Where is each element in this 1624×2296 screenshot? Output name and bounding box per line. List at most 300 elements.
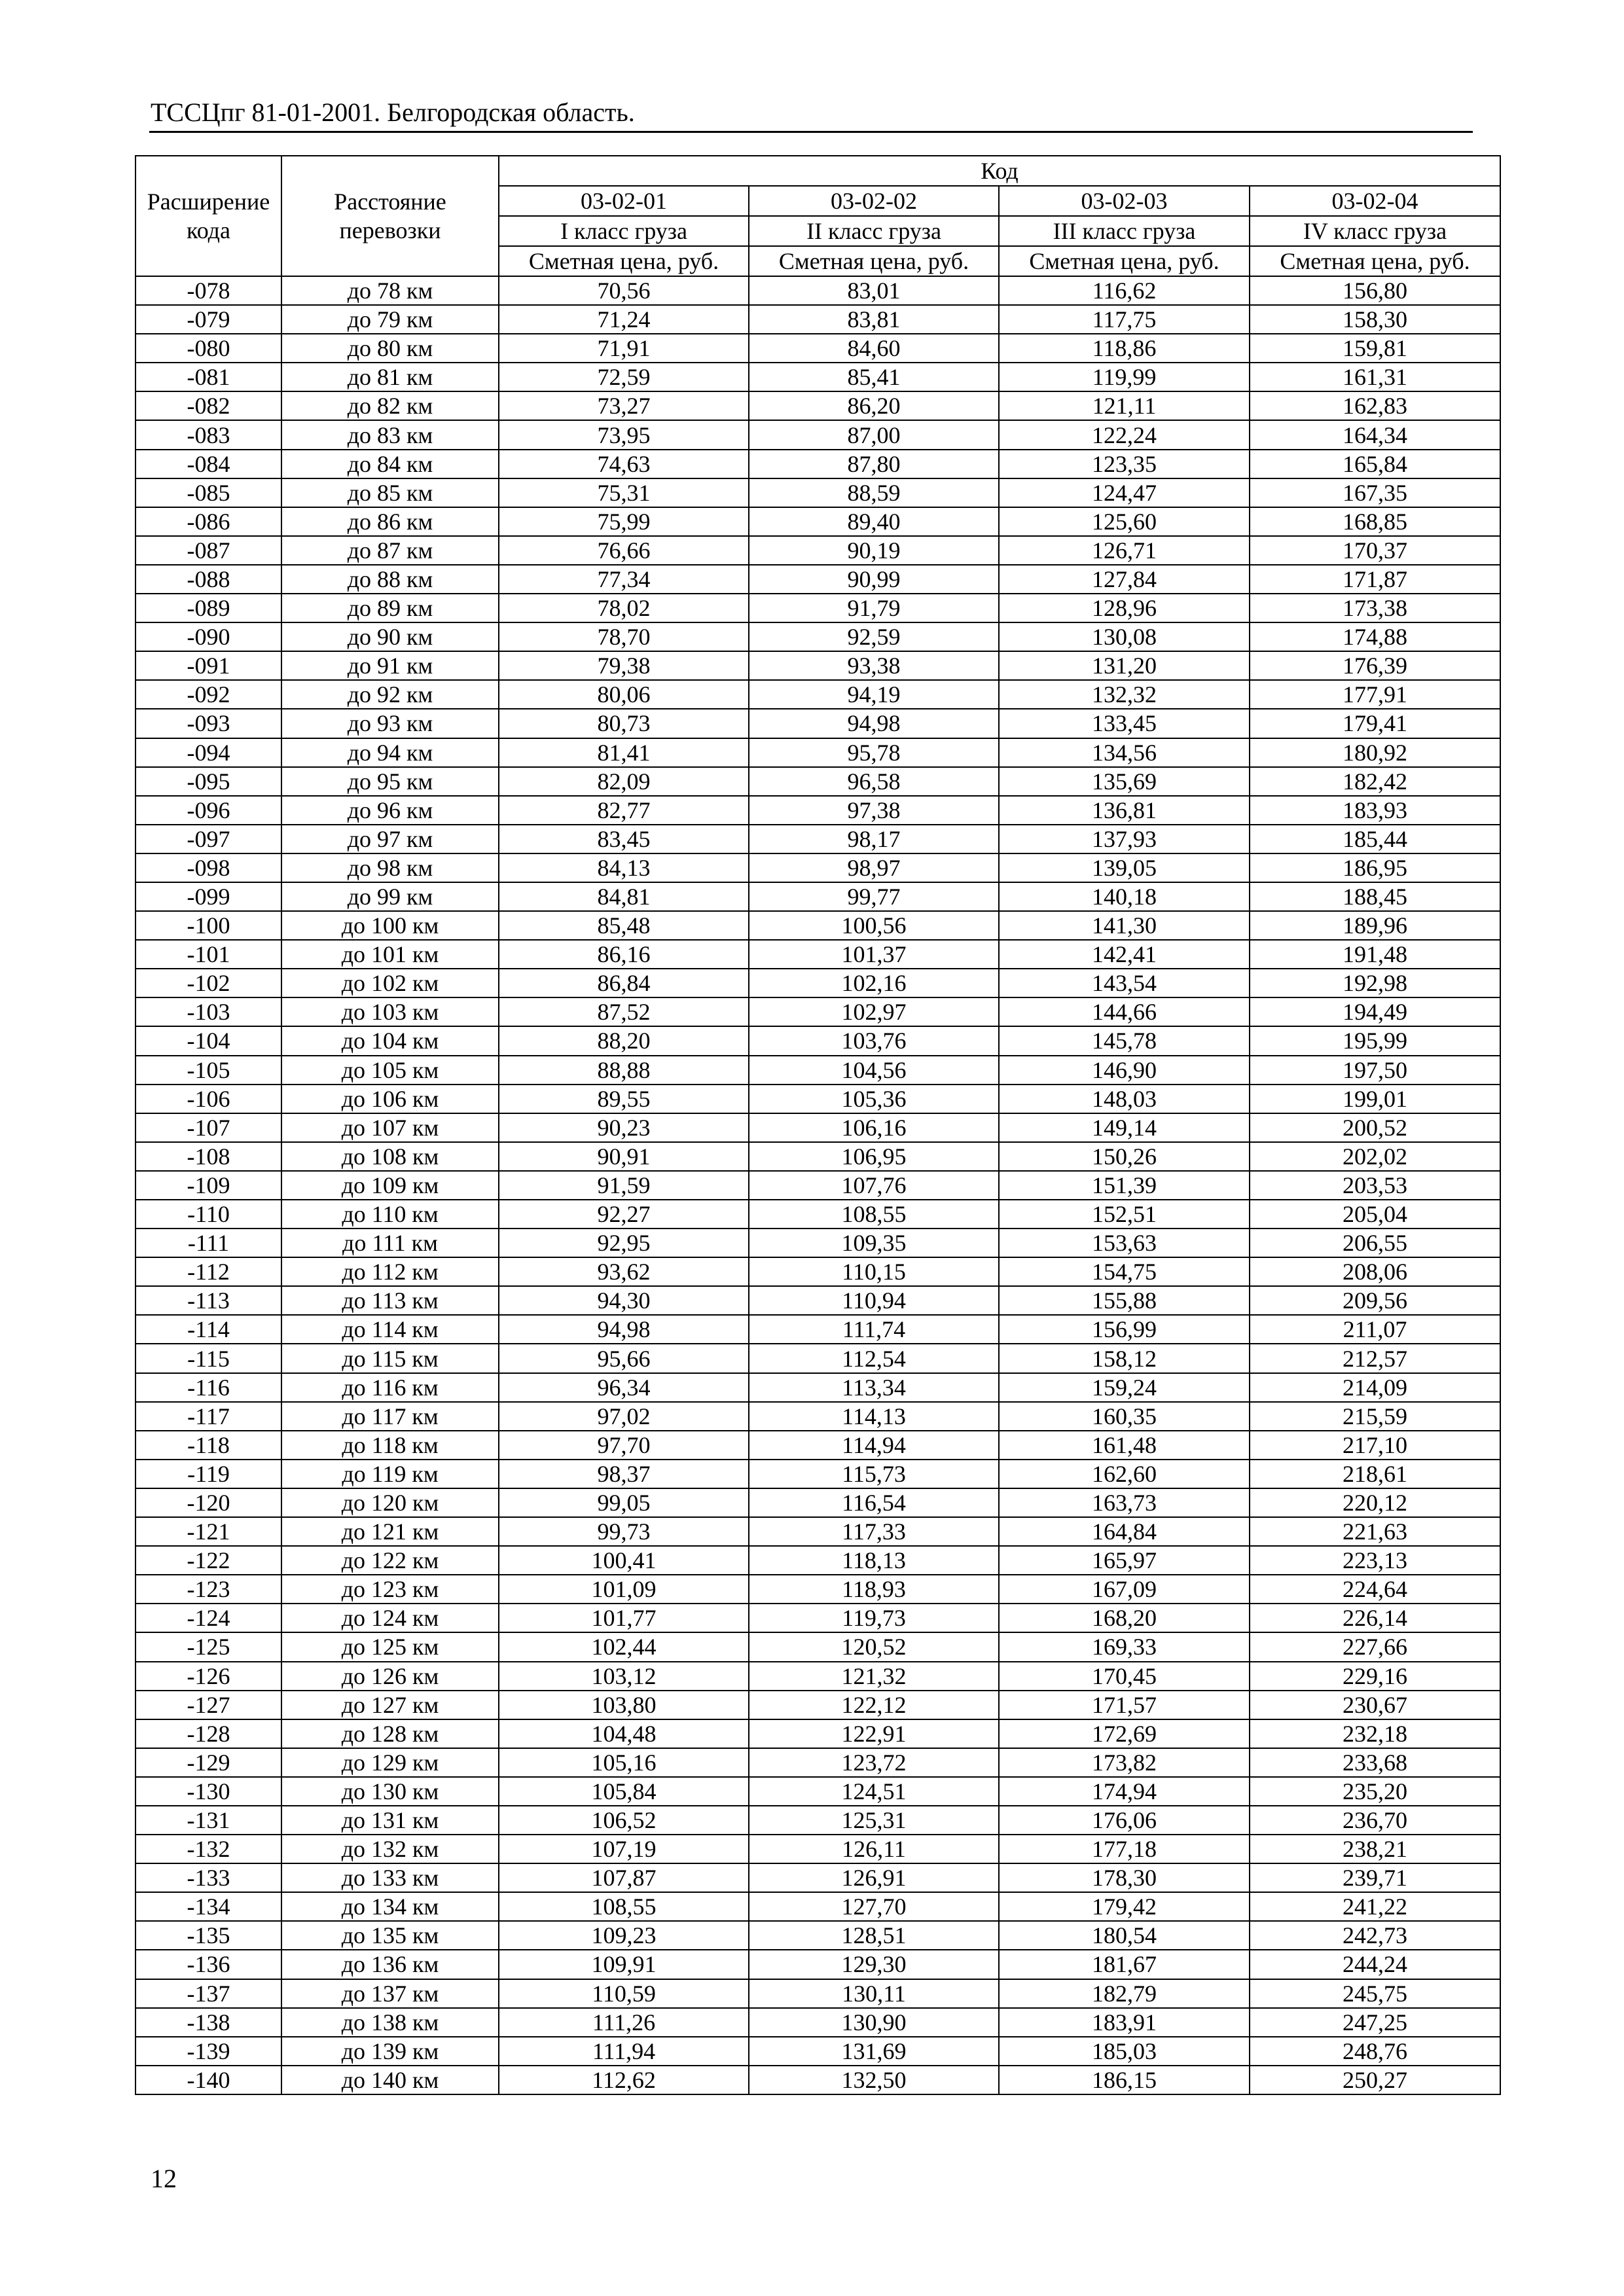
- table-row: [135, 1806, 1500, 1835]
- distance-cell: до 83 км: [281, 420, 499, 449]
- table-row: [135, 276, 1500, 305]
- price-class-3-cell: 153,63: [999, 1229, 1250, 1257]
- price-class-4-cell: 176,39: [1250, 651, 1500, 680]
- price-class-3-cell: 122,24: [999, 420, 1250, 449]
- price-class-2-cell: 127,70: [749, 1892, 999, 1921]
- price-class-4-cell: 212,57: [1250, 1344, 1500, 1372]
- price-class-1-cell: 89,55: [499, 1085, 749, 1113]
- price-class-3-cell: 171,57: [999, 1691, 1250, 1719]
- distance-cell: до 100 км: [281, 911, 499, 940]
- price-class-1-cell: 82,77: [499, 796, 749, 825]
- price-class-2-cell: 92,59: [749, 622, 999, 651]
- price-class-4-cell: 159,81: [1250, 334, 1500, 363]
- price-class-4-cell: 211,07: [1250, 1315, 1500, 1344]
- table-row: [135, 940, 1500, 969]
- page-header: ТССЦпг 81-01-2001. Белгородская область.: [151, 98, 635, 127]
- price-class-3-cell: 132,32: [999, 680, 1250, 709]
- table-row: [135, 1835, 1500, 1863]
- price-class-4-cell: 167,35: [1250, 478, 1500, 507]
- price-class-3-cell: 165,97: [999, 1546, 1250, 1575]
- code-extension-cell: -125: [135, 1632, 281, 1661]
- price-class-4-cell: 192,98: [1250, 969, 1500, 997]
- code-extension-cell: -122: [135, 1546, 281, 1575]
- price-class-3-cell: 160,35: [999, 1402, 1250, 1431]
- price-class-2-cell: 114,13: [749, 1402, 999, 1431]
- price-class-3-cell: 159,24: [999, 1373, 1250, 1402]
- code-extension-cell: -104: [135, 1026, 281, 1055]
- price-class-2-cell: 102,16: [749, 969, 999, 997]
- distance-cell: до 126 км: [281, 1662, 499, 1691]
- distance-cell: до 89 км: [281, 594, 499, 622]
- table-row: [135, 1142, 1500, 1171]
- table-row: [135, 796, 1500, 825]
- price-class-4-cell: 232,18: [1250, 1719, 1500, 1748]
- price-class-4-cell: 199,01: [1250, 1085, 1500, 1113]
- price-class-4-cell: 229,16: [1250, 1662, 1500, 1691]
- distance-cell: до 81 км: [281, 363, 499, 391]
- price-class-4-cell: 248,76: [1250, 2037, 1500, 2066]
- price-class-4-cell: 177,91: [1250, 680, 1500, 709]
- table-row: [135, 1488, 1500, 1517]
- price-class-4-cell: 230,67: [1250, 1691, 1500, 1719]
- price-class-2-cell: 120,52: [749, 1632, 999, 1661]
- price-class-1-cell: 102,44: [499, 1632, 749, 1661]
- table-row: [135, 594, 1500, 622]
- price-class-3-cell: 161,48: [999, 1431, 1250, 1460]
- price-class-4-cell: 182,42: [1250, 767, 1500, 796]
- cargo-class-header: IV класс груза: [1250, 216, 1500, 246]
- price-class-4-cell: 164,34: [1250, 420, 1500, 449]
- price-class-3-cell: 143,54: [999, 969, 1250, 997]
- distance-cell: до 103 км: [281, 997, 499, 1026]
- price-class-1-cell: 85,48: [499, 911, 749, 940]
- price-class-3-cell: 173,82: [999, 1748, 1250, 1777]
- distance-cell: до 134 км: [281, 1892, 499, 1921]
- price-class-1-cell: 101,09: [499, 1575, 749, 1604]
- table-row: [135, 1517, 1500, 1546]
- distance-cell: до 114 км: [281, 1315, 499, 1344]
- code-extension-cell: -079: [135, 305, 281, 334]
- code-extension-cell: -137: [135, 1979, 281, 2008]
- distance-cell: до 102 км: [281, 969, 499, 997]
- code-extension-cell: -135: [135, 1921, 281, 1950]
- price-class-4-cell: 171,87: [1250, 565, 1500, 594]
- code-extension-cell: -081: [135, 363, 281, 391]
- table-row: [135, 997, 1500, 1026]
- code-extension-cell: -111: [135, 1229, 281, 1257]
- table-row: [135, 1200, 1500, 1229]
- code-extension-cell: -114: [135, 1315, 281, 1344]
- code-extension-cell: -092: [135, 680, 281, 709]
- price-class-2-cell: 126,11: [749, 1835, 999, 1863]
- distance-cell: до 121 км: [281, 1517, 499, 1546]
- price-class-1-cell: 74,63: [499, 450, 749, 478]
- price-class-2-cell: 93,38: [749, 651, 999, 680]
- price-class-4-cell: 168,85: [1250, 507, 1500, 536]
- price-class-4-cell: 236,70: [1250, 1806, 1500, 1835]
- table-row: [135, 1373, 1500, 1402]
- price-class-3-cell: 163,73: [999, 1488, 1250, 1517]
- code-extension-cell: -119: [135, 1460, 281, 1488]
- price-class-4-cell: 180,92: [1250, 738, 1500, 767]
- distance-cell: до 108 км: [281, 1142, 499, 1171]
- price-class-3-cell: 176,06: [999, 1806, 1250, 1835]
- code-extension-cell: -085: [135, 478, 281, 507]
- code-extension-cell: -082: [135, 391, 281, 420]
- cargo-class-header: I класс груза: [499, 216, 749, 246]
- price-class-2-cell: 89,40: [749, 507, 999, 536]
- price-unit-header: Сметная цена, руб.: [499, 246, 749, 276]
- price-class-2-cell: 88,59: [749, 478, 999, 507]
- price-class-1-cell: 84,13: [499, 853, 749, 882]
- code-extension-cell: -100: [135, 911, 281, 940]
- price-class-3-cell: 130,08: [999, 622, 1250, 651]
- table-body: [135, 276, 1500, 2094]
- price-class-2-cell: 99,77: [749, 882, 999, 911]
- price-class-3-cell: 126,71: [999, 536, 1250, 565]
- price-class-4-cell: 195,99: [1250, 1026, 1500, 1055]
- price-class-2-cell: 100,56: [749, 911, 999, 940]
- price-class-4-cell: 238,21: [1250, 1835, 1500, 1863]
- price-class-1-cell: 88,20: [499, 1026, 749, 1055]
- price-class-2-cell: 107,76: [749, 1171, 999, 1200]
- code-extension-cell: -093: [135, 709, 281, 738]
- price-class-4-cell: 197,50: [1250, 1056, 1500, 1085]
- distance-cell: до 132 км: [281, 1835, 499, 1863]
- price-class-1-cell: 92,27: [499, 1200, 749, 1229]
- price-class-3-cell: 134,56: [999, 738, 1250, 767]
- price-class-3-cell: 127,84: [999, 565, 1250, 594]
- price-class-2-cell: 128,51: [749, 1921, 999, 1950]
- distance-cell: до 78 км: [281, 276, 499, 305]
- table-row: [135, 1431, 1500, 1460]
- distance-cell: до 87 км: [281, 536, 499, 565]
- price-class-1-cell: 87,52: [499, 997, 749, 1026]
- price-class-3-cell: 144,66: [999, 997, 1250, 1026]
- price-class-3-cell: 182,79: [999, 1979, 1250, 2008]
- price-class-1-cell: 95,66: [499, 1344, 749, 1372]
- code-extension-cell: -105: [135, 1056, 281, 1085]
- price-class-1-cell: 76,66: [499, 536, 749, 565]
- price-class-3-cell: 140,18: [999, 882, 1250, 911]
- price-class-1-cell: 99,05: [499, 1488, 749, 1517]
- price-class-1-cell: 82,09: [499, 767, 749, 796]
- price-class-2-cell: 108,55: [749, 1200, 999, 1229]
- price-class-4-cell: 186,95: [1250, 853, 1500, 882]
- table-row: [135, 1950, 1500, 1979]
- price-class-2-cell: 126,91: [749, 1863, 999, 1892]
- price-class-3-cell: 131,20: [999, 651, 1250, 680]
- table-row: [135, 680, 1500, 709]
- table-row: [135, 1662, 1500, 1691]
- price-class-3-cell: 125,60: [999, 507, 1250, 536]
- distance-cell: до 95 км: [281, 767, 499, 796]
- table-row: [135, 709, 1500, 738]
- distance-cell: до 124 км: [281, 1604, 499, 1632]
- code-extension-cell: -140: [135, 2066, 281, 2094]
- code-extension-cell: -118: [135, 1431, 281, 1460]
- price-class-1-cell: 78,02: [499, 594, 749, 622]
- price-class-4-cell: 208,06: [1250, 1257, 1500, 1286]
- distance-cell: до 131 км: [281, 1806, 499, 1835]
- price-class-2-cell: 106,16: [749, 1113, 999, 1142]
- code-extension-cell: -126: [135, 1662, 281, 1691]
- distance-cell: до 138 км: [281, 2008, 499, 2037]
- distance-cell: до 98 км: [281, 853, 499, 882]
- price-class-1-cell: 112,62: [499, 2066, 749, 2094]
- price-class-3-cell: 155,88: [999, 1286, 1250, 1315]
- price-class-1-cell: 77,34: [499, 565, 749, 594]
- code-extension-cell: -108: [135, 1142, 281, 1171]
- table-row: [135, 1777, 1500, 1806]
- price-class-3-cell: 121,11: [999, 391, 1250, 420]
- code-extension-cell: -091: [135, 651, 281, 680]
- price-class-2-cell: 122,12: [749, 1691, 999, 1719]
- code-extension-cell: -083: [135, 420, 281, 449]
- distance-cell: до 123 км: [281, 1575, 499, 1604]
- price-class-3-cell: 136,81: [999, 796, 1250, 825]
- price-class-1-cell: 90,23: [499, 1113, 749, 1142]
- distance-cell: до 101 км: [281, 940, 499, 969]
- table-row: [135, 1546, 1500, 1575]
- distance-cell: до 80 км: [281, 334, 499, 363]
- price-class-1-cell: 70,56: [499, 276, 749, 305]
- price-class-1-cell: 75,31: [499, 478, 749, 507]
- cargo-class-header: II класс груза: [749, 216, 999, 246]
- price-class-3-cell: 178,30: [999, 1863, 1250, 1892]
- code-header: 03-02-03: [999, 186, 1250, 216]
- price-class-4-cell: 183,93: [1250, 796, 1500, 825]
- price-class-2-cell: 87,80: [749, 450, 999, 478]
- code-extension-cell: -136: [135, 1950, 281, 1979]
- price-class-4-cell: 174,88: [1250, 622, 1500, 651]
- table-row: [135, 969, 1500, 997]
- code-extension-cell: -087: [135, 536, 281, 565]
- price-class-2-cell: 106,95: [749, 1142, 999, 1171]
- header-rule: [149, 131, 1473, 133]
- price-class-1-cell: 88,88: [499, 1056, 749, 1085]
- table-row: [135, 738, 1500, 767]
- price-class-3-cell: 169,33: [999, 1632, 1250, 1661]
- price-class-1-cell: 75,99: [499, 507, 749, 536]
- price-class-1-cell: 80,73: [499, 709, 749, 738]
- distance-cell: до 104 км: [281, 1026, 499, 1055]
- price-class-4-cell: 244,24: [1250, 1950, 1500, 1979]
- code-extension-cell: -095: [135, 767, 281, 796]
- price-class-2-cell: 122,91: [749, 1719, 999, 1748]
- price-class-1-cell: 107,19: [499, 1835, 749, 1863]
- price-class-3-cell: 152,51: [999, 1200, 1250, 1229]
- price-class-1-cell: 105,84: [499, 1777, 749, 1806]
- price-class-4-cell: 161,31: [1250, 363, 1500, 391]
- distance-cell: до 113 км: [281, 1286, 499, 1315]
- price-class-4-cell: 165,84: [1250, 450, 1500, 478]
- code-header: 03-02-04: [1250, 186, 1500, 216]
- table-row: [135, 420, 1500, 449]
- price-class-2-cell: 124,51: [749, 1777, 999, 1806]
- price-class-2-cell: 105,36: [749, 1085, 999, 1113]
- price-class-1-cell: 101,77: [499, 1604, 749, 1632]
- price-class-3-cell: 137,93: [999, 825, 1250, 853]
- price-class-1-cell: 78,70: [499, 622, 749, 651]
- price-class-3-cell: 151,39: [999, 1171, 1250, 1200]
- distance-cell: до 130 км: [281, 1777, 499, 1806]
- price-class-1-cell: 72,59: [499, 363, 749, 391]
- price-class-3-cell: 172,69: [999, 1719, 1250, 1748]
- price-class-4-cell: 215,59: [1250, 1402, 1500, 1431]
- distance-cell: до 99 км: [281, 882, 499, 911]
- code-extension-cell: -138: [135, 2008, 281, 2037]
- price-class-3-cell: 177,18: [999, 1835, 1250, 1863]
- price-class-4-cell: 242,73: [1250, 1921, 1500, 1950]
- price-class-3-cell: 180,54: [999, 1921, 1250, 1950]
- code-extension-cell: -127: [135, 1691, 281, 1719]
- distance-cell: до 97 км: [281, 825, 499, 853]
- distance-cell: до 136 км: [281, 1950, 499, 1979]
- price-class-3-cell: 146,90: [999, 1056, 1250, 1085]
- price-class-4-cell: 217,10: [1250, 1431, 1500, 1460]
- table-row: [135, 853, 1500, 882]
- price-class-2-cell: 104,56: [749, 1056, 999, 1085]
- distance-cell: до 96 км: [281, 796, 499, 825]
- price-class-2-cell: 83,01: [749, 276, 999, 305]
- price-class-4-cell: 191,48: [1250, 940, 1500, 969]
- table-row: [135, 2008, 1500, 2037]
- price-class-1-cell: 86,84: [499, 969, 749, 997]
- price-class-1-cell: 94,30: [499, 1286, 749, 1315]
- code-extension-cell: -116: [135, 1373, 281, 1402]
- distance-cell: до 107 км: [281, 1113, 499, 1142]
- price-class-4-cell: 205,04: [1250, 1200, 1500, 1229]
- distance-cell: до 111 км: [281, 1229, 499, 1257]
- price-class-3-cell: 174,94: [999, 1777, 1250, 1806]
- price-class-1-cell: 107,87: [499, 1863, 749, 1892]
- price-class-1-cell: 96,34: [499, 1373, 749, 1402]
- price-class-2-cell: 96,58: [749, 767, 999, 796]
- price-class-2-cell: 90,99: [749, 565, 999, 594]
- price-class-4-cell: 194,49: [1250, 997, 1500, 1026]
- table-row: [135, 507, 1500, 536]
- table-row: [135, 825, 1500, 853]
- price-class-2-cell: 130,90: [749, 2008, 999, 2037]
- price-class-4-cell: 218,61: [1250, 1460, 1500, 1488]
- code-extension-cell: -089: [135, 594, 281, 622]
- code-extension-cell: -098: [135, 853, 281, 882]
- table-row: [135, 882, 1500, 911]
- code-extension-cell: -080: [135, 334, 281, 363]
- price-class-4-cell: 189,96: [1250, 911, 1500, 940]
- price-class-3-cell: 119,99: [999, 363, 1250, 391]
- distance-cell: до 127 км: [281, 1691, 499, 1719]
- price-class-2-cell: 115,73: [749, 1460, 999, 1488]
- price-class-1-cell: 80,06: [499, 680, 749, 709]
- price-class-2-cell: 123,72: [749, 1748, 999, 1777]
- distance-cell: до 86 км: [281, 507, 499, 536]
- price-class-4-cell: 241,22: [1250, 1892, 1500, 1921]
- price-class-2-cell: 98,17: [749, 825, 999, 853]
- distance-cell: до 93 км: [281, 709, 499, 738]
- code-extension-cell: -084: [135, 450, 281, 478]
- price-class-2-cell: 84,60: [749, 334, 999, 363]
- distance-cell: до 79 км: [281, 305, 499, 334]
- distance-cell: до 82 км: [281, 391, 499, 420]
- price-class-3-cell: 167,09: [999, 1575, 1250, 1604]
- price-class-4-cell: 224,64: [1250, 1575, 1500, 1604]
- price-class-2-cell: 125,31: [749, 1806, 999, 1835]
- price-class-1-cell: 111,94: [499, 2037, 749, 2066]
- distance-cell: до 129 км: [281, 1748, 499, 1777]
- table-row: [135, 1575, 1500, 1604]
- price-class-2-cell: 112,54: [749, 1344, 999, 1372]
- table-row: [135, 1171, 1500, 1200]
- table-row: [135, 305, 1500, 334]
- price-class-1-cell: 79,38: [499, 651, 749, 680]
- table-row: [135, 1026, 1500, 1055]
- price-class-4-cell: 233,68: [1250, 1748, 1500, 1777]
- code-extension-cell: -099: [135, 882, 281, 911]
- price-class-4-cell: 235,20: [1250, 1777, 1500, 1806]
- table-row: [135, 1460, 1500, 1488]
- header-row-1: [135, 156, 1500, 186]
- table-row: [135, 1748, 1500, 1777]
- code-extension-cell: -088: [135, 565, 281, 594]
- col-header-code-group: Код: [499, 156, 1500, 186]
- page-number: 12: [151, 2164, 177, 2193]
- code-extension-cell: -124: [135, 1604, 281, 1632]
- price-class-1-cell: 106,52: [499, 1806, 749, 1835]
- price-class-3-cell: 150,26: [999, 1142, 1250, 1171]
- code-extension-cell: -112: [135, 1257, 281, 1286]
- price-class-3-cell: 118,86: [999, 334, 1250, 363]
- table-row: [135, 1921, 1500, 1950]
- table-row: [135, 363, 1500, 391]
- price-class-2-cell: 109,35: [749, 1229, 999, 1257]
- price-class-4-cell: 185,44: [1250, 825, 1500, 853]
- table-row: [135, 565, 1500, 594]
- price-class-2-cell: 101,37: [749, 940, 999, 969]
- price-class-2-cell: 117,33: [749, 1517, 999, 1546]
- table-row: [135, 1863, 1500, 1892]
- code-header: 03-02-02: [749, 186, 999, 216]
- price-class-3-cell: 168,20: [999, 1604, 1250, 1632]
- price-class-1-cell: 90,91: [499, 1142, 749, 1171]
- distance-cell: до 120 км: [281, 1488, 499, 1517]
- price-class-4-cell: 227,66: [1250, 1632, 1500, 1661]
- code-extension-cell: -101: [135, 940, 281, 969]
- price-class-2-cell: 103,76: [749, 1026, 999, 1055]
- table-row: [135, 1113, 1500, 1142]
- code-extension-cell: -107: [135, 1113, 281, 1142]
- table-row: [135, 1604, 1500, 1632]
- price-class-1-cell: 81,41: [499, 738, 749, 767]
- price-class-2-cell: 132,50: [749, 2066, 999, 2094]
- price-class-1-cell: 86,16: [499, 940, 749, 969]
- distance-cell: до 133 км: [281, 1863, 499, 1892]
- distance-cell: до 125 км: [281, 1632, 499, 1661]
- table-row: [135, 767, 1500, 796]
- price-class-4-cell: 247,25: [1250, 2008, 1500, 2037]
- price-class-4-cell: 221,63: [1250, 1517, 1500, 1546]
- price-class-1-cell: 109,23: [499, 1921, 749, 1950]
- table-row: [135, 1719, 1500, 1748]
- table-row: [135, 1632, 1500, 1661]
- price-class-2-cell: 114,94: [749, 1431, 999, 1460]
- price-class-3-cell: 185,03: [999, 2037, 1250, 2066]
- code-extension-cell: -117: [135, 1402, 281, 1431]
- distance-cell: до 128 км: [281, 1719, 499, 1748]
- code-extension-cell: -115: [135, 1344, 281, 1372]
- price-class-3-cell: 124,47: [999, 478, 1250, 507]
